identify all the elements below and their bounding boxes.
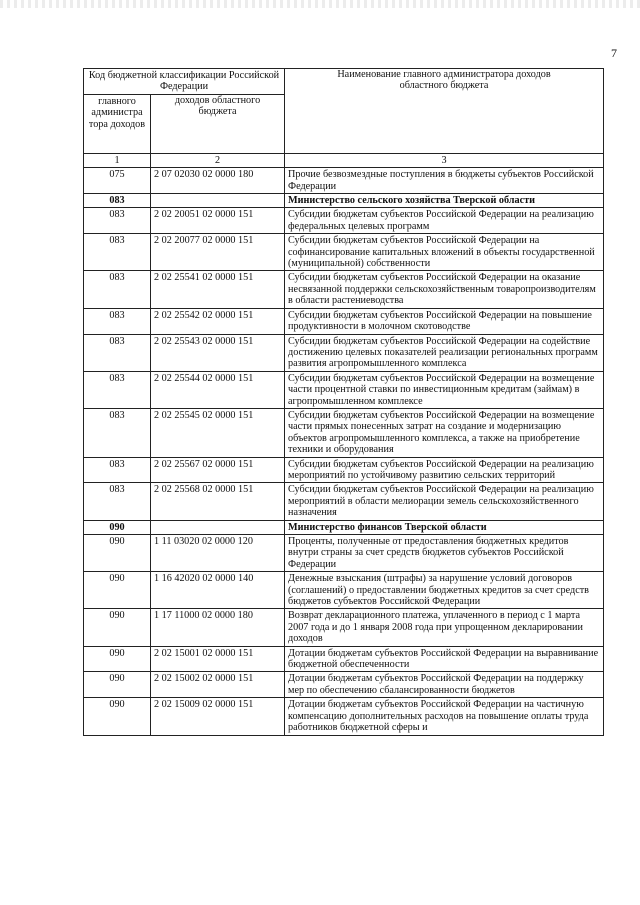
table-row (84, 672, 604, 698)
income-code-cell: 2 07 02030 02 0000 180 (151, 168, 285, 194)
table-row (84, 535, 604, 572)
admin-code-cell: 090 (84, 572, 151, 609)
table-row (84, 371, 604, 408)
name-cell: Возврат декларационного платежа, уплаченного в период с 1 марта 2007 года и до 1 января 2008 года при упрощенном декларировании доходов (285, 609, 604, 646)
scan-noise-strip (0, 0, 640, 8)
header-code-group: Код бюджетной классификации Российской Федерации (84, 69, 285, 95)
admin-code-cell: 083 (84, 371, 151, 408)
income-code-cell: 2 02 25568 02 0000 151 (151, 483, 285, 520)
admin-code-cell: 083 (84, 271, 151, 308)
name-cell: Денежные взыскания (штрафы) за нарушение условий договоров (соглашений) о предоставлении бюджетных кредитов за счет средств бюджетов субъектов Российской Федерации (285, 572, 604, 609)
income-code-cell: 2 02 20077 02 0000 151 (151, 234, 285, 271)
income-code-cell: 2 02 25567 02 0000 151 (151, 457, 285, 483)
admin-code-cell: 090 (84, 698, 151, 735)
income-code-cell: 1 17 11000 02 0000 180 (151, 609, 285, 646)
name-cell: Министерство финансов Тверской области (285, 520, 604, 534)
name-cell: Субсидии бюджетам субъектов Российской Федерации на софинансирование капитальных вложений в объекты государственной (муниципальной) собственности (285, 234, 604, 271)
name-cell: Субсидии бюджетам субъектов Российской Федерации на реализацию мероприятий по устойчивому развитию сельских территорий (285, 457, 604, 483)
table-body (84, 168, 604, 735)
income-code-cell: 2 02 25543 02 0000 151 (151, 334, 285, 371)
table-row (84, 208, 604, 234)
table-row (84, 572, 604, 609)
name-cell: Субсидии бюджетам субъектов Российской Федерации на реализацию мероприятий в области мелиорации земель сельскохозяйственного назначения (285, 483, 604, 520)
column-number-2: 2 (151, 153, 285, 167)
admin-code-cell: 090 (84, 520, 151, 534)
table-row (84, 408, 604, 457)
name-cell: Субсидии бюджетам субъектов Российской Федерации на возмещение части прямых понесенных затрат на создание и модернизацию объектов агропромышленного комплекса, а также на приобретение техники и оборудования (285, 408, 604, 457)
name-cell: Прочие безвозмездные поступления в бюджеты субъектов Российской Федерации (285, 168, 604, 194)
table-row (84, 334, 604, 371)
table-row (84, 308, 604, 334)
income-code-cell: 2 02 15001 02 0000 151 (151, 646, 285, 672)
header-admin-column: главного администра тора доходов (84, 94, 151, 153)
table-row (84, 234, 604, 271)
name-cell: Субсидии бюджетам субъектов Российской Федерации на реализацию федеральных целевых программ (285, 208, 604, 234)
admin-code-cell: 083 (84, 408, 151, 457)
table-row (84, 698, 604, 735)
header-income-column: доходов областного бюджета (151, 94, 285, 153)
admin-code-cell: 083 (84, 483, 151, 520)
income-code-cell: 2 02 15009 02 0000 151 (151, 698, 285, 735)
income-code-cell (151, 194, 285, 208)
name-cell: Дотации бюджетам субъектов Российской Федерации на поддержку мер по обеспечению сбалансированности бюджетов (285, 672, 604, 698)
table-row (84, 609, 604, 646)
name-cell: Субсидии бюджетам субъектов Российской Федерации на содействие достижению целевых показателей реализации региональных программ развития агропромышленного комплекса (285, 334, 604, 371)
name-cell: Субсидии бюджетам субъектов Российской Федерации на оказание несвязанной поддержки сельскохозяйственным товаропроизводителям в области растениеводства (285, 271, 604, 308)
ministry-row (84, 194, 604, 208)
table-row (84, 483, 604, 520)
income-code-cell: 2 02 25541 02 0000 151 (151, 271, 285, 308)
admin-code-cell: 090 (84, 646, 151, 672)
admin-code-cell: 090 (84, 535, 151, 572)
income-code-cell: 2 02 25544 02 0000 151 (151, 371, 285, 408)
admin-code-cell: 083 (84, 208, 151, 234)
income-code-cell: 2 02 25545 02 0000 151 (151, 408, 285, 457)
income-code-cell (151, 520, 285, 534)
name-cell: Дотации бюджетам субъектов Российской Федерации на частичную компенсацию дополнительных расходов на повышение оплаты труда работников бюджетной сферы и (285, 698, 604, 735)
name-cell: Министерство сельского хозяйства Тверской области (285, 194, 604, 208)
column-number-3: 3 (285, 153, 604, 167)
admin-code-cell: 090 (84, 609, 151, 646)
header-name-column: Наименование главного администратора доходов областного бюджета (285, 69, 604, 154)
income-code-cell: 2 02 20051 02 0000 151 (151, 208, 285, 234)
income-code-cell: 2 02 15002 02 0000 151 (151, 672, 285, 698)
table-row (84, 168, 604, 194)
table-row (84, 457, 604, 483)
table-row (84, 271, 604, 308)
admin-code-cell: 083 (84, 308, 151, 334)
admin-code-cell: 083 (84, 234, 151, 271)
admin-code-cell: 083 (84, 194, 151, 208)
income-code-cell: 1 16 42020 02 0000 140 (151, 572, 285, 609)
admin-code-cell: 075 (84, 168, 151, 194)
ministry-row (84, 520, 604, 534)
table-row (84, 646, 604, 672)
budget-classification-table (83, 68, 604, 736)
admin-code-cell: 083 (84, 457, 151, 483)
admin-code-cell: 090 (84, 672, 151, 698)
name-cell: Проценты, полученные от предоставления бюджетных кредитов внутри страны за счет средств бюджетов субъектов Российской Федерации (285, 535, 604, 572)
name-cell: Субсидии бюджетам субъектов Российской Федерации на возмещение части процентной ставки по инвестиционным кредитам (займам) в агропромышленном комплексе (285, 371, 604, 408)
name-cell: Дотации бюджетам субъектов Российской Федерации на выравнивание бюджетной обеспеченности (285, 646, 604, 672)
column-number-1: 1 (84, 153, 151, 167)
income-code-cell: 1 11 03020 02 0000 120 (151, 535, 285, 572)
admin-code-cell: 083 (84, 334, 151, 371)
name-cell: Субсидии бюджетам субъектов Российской Федерации на повышение продуктивности в молочном скотоводстве (285, 308, 604, 334)
page-number: 7 (611, 46, 617, 60)
income-code-cell: 2 02 25542 02 0000 151 (151, 308, 285, 334)
